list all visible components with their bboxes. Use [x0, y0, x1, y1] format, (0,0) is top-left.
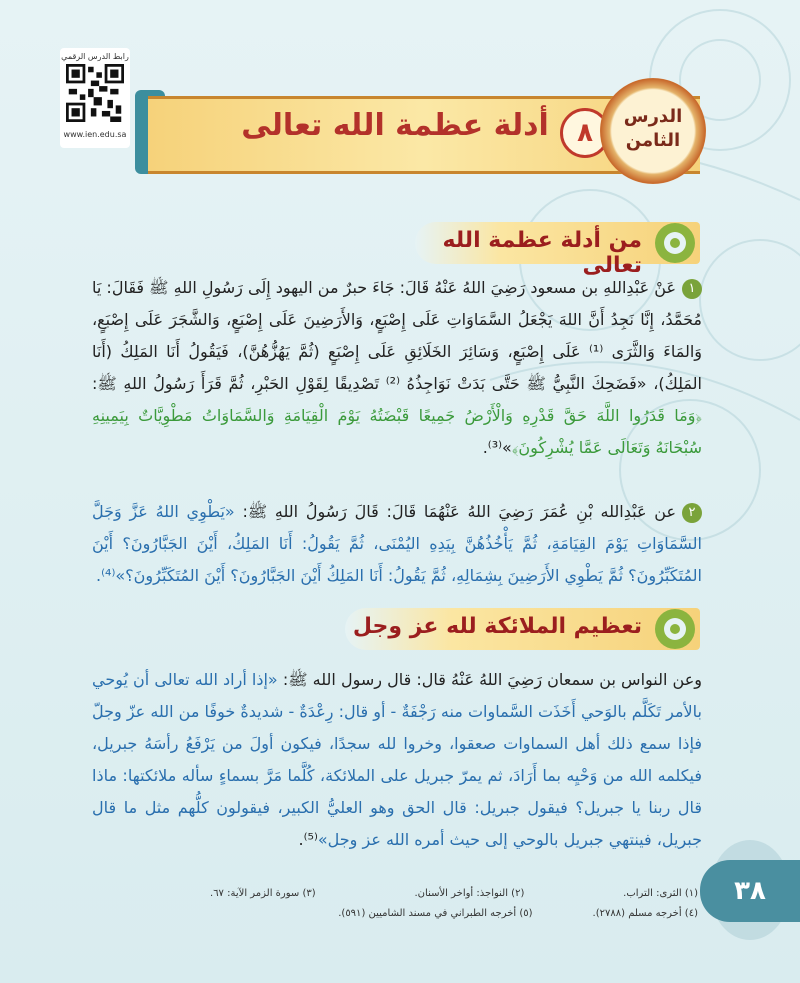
lesson-number: ٨ [560, 108, 610, 158]
hadith-3-end: ⁽⁵⁾. [298, 830, 318, 849]
hadith-number-badge: ٢ [682, 503, 702, 523]
footnote-row [210, 884, 698, 904]
footnote-4: (٤) أخرجه مسلم (٢٧٨٨). [592, 908, 698, 919]
footnote-3: (٣) سورة الزمر الآية: ٦٧. [210, 888, 316, 899]
footnote-1: (١) الثرى: التراب. [623, 888, 698, 899]
footnote-5: (٥) أخرجه الطبراني في مسند الشاميين (٥٩١). [338, 908, 533, 919]
qr-code-icon[interactable] [66, 64, 124, 122]
hadith-2 [92, 496, 702, 592]
footnote-2: (٢) النواجذ: أواخر الأسنان. [414, 888, 525, 899]
lesson-title: أدلة عظمة الله تعالى [241, 108, 549, 143]
hadith-3-text: «إذا أراد الله تعالى أن يُوحي بالأمر تَكَلَّم بالوَحي أَخَذَت السَّماوات منه رَجْفَةٌ - أو قال: رِعْدَةٌ - شديدةٌ خوفًا من الله عزّ وجلّ فإذا سمع ذلك أهل السماوات صعقوا، وخروا لله سجدًا، فيكون أولَ من يَرْفَعُ رأسَهُ جبريل، فيكلمه الله من وَحْيِه بما أَرَادَ، ثم يمرّ جبريل على الملائكة، كُلَّما مَرَّ بسماءٍ سأله ملائكتها: ماذا قال ربنا يا جبريل؟ فيقول جبريل: قال الحق وهو العليُّ الكبير، فيقولون كلُّهم مثل ما قال جبريل، فينتهي جبريل بالوحي إلى حيث أمره الله عز وجل» [92, 670, 702, 849]
page-number: ٣٨ [700, 860, 800, 922]
section-heading-1 [415, 222, 700, 278]
lesson-badge [600, 78, 706, 184]
hadith-2-text: «يَطْوِي اللهُ عَزَّ وَجَلَّ السَّمَاوَاتِ يَوْمَ القِيَامَةِ، ثُمَّ يَأْخُذُهُنَّ بِيَدِهِ اليُمْنَى، ثُمَّ يَقُولُ: أَنَا المَلِكُ، أَيْنَ الجَبَّارُونَ؟ أَيْنَ المُتَكَبِّرُونَ؟ ثُمَّ يَطْوِي الأَرَضِينَ بِشِمَالِهِ، ثُمَّ يَقُولُ: أَنَا المَلِكُ أَيْنَ الجَبَّارُونَ؟ أَيْنَ المُتَكَبِّرُونَ؟»⁽⁴⁾. [92, 502, 702, 585]
section-heading-text: تعظيم الملائكة لله عز وجل [352, 614, 642, 639]
hadith-number-badge: ١ [682, 279, 702, 299]
lesson-label-line2: الثامن [625, 130, 681, 151]
footnotes [210, 884, 698, 924]
hadith-3-intro: وعن النواس بن سمعان رَضِيَ اللهُ عَنْهُ قال: قال رسول الله ﷺ: [282, 670, 703, 689]
floral-ornament-icon [650, 604, 700, 654]
hadith-2-intro: عن عَبْدِالله بْنِ عُمَرَ رَضِيَ اللهُ عَنْهُمَا قَالَ: قَالَ رَسُولُ اللهِ ﷺ: [242, 502, 676, 521]
hadith-1 [92, 272, 702, 464]
hadith-1-end: »⁽³⁾. [482, 438, 512, 457]
footnote-row [210, 904, 698, 924]
section-heading-2 [345, 608, 700, 650]
floral-ornament-icon [650, 218, 700, 268]
qr-caption: رابط الدرس الرقمي [61, 52, 129, 61]
qr-code-panel[interactable] [60, 48, 130, 148]
section-heading-text: من أدلة عظمة الله تعالى [442, 228, 642, 278]
quran-verse: ﴿وَمَا قَدَرُوا اللَّهَ حَقَّ قَدْرِهِ وَالْأَرْضُ جَمِيعًا قَبْضَتُهُ يَوْمَ الْقِيَامَةِ وَالسَّمَاوَاتُ مَطْوِيَّاتٌ بِيَمِينِهِ سُبْحَانَهُ وَتَعَالَى عَمَّا يُشْرِكُونَ﴾ [92, 406, 702, 457]
qr-url[interactable]: www.ien.edu.sa [63, 130, 127, 139]
lesson-label-line1: الدرس [623, 106, 683, 127]
hadith-1-text: عَنْ عَبْدِاللهِ بن مسعود رَضِيَ اللهُ عَنْهُ قَالَ: جَاءَ حبرٌ من اليهود إِلَى رَسُولِ اللهِ ﷺ فَقَالَ: يَا مُحَمَّدُ، إِنَّا نَجِدُ أَنَّ اللهَ يَجْعَلُ السَّمَاوَاتِ عَلَى إِصْبَعٍ، وَالأَرَضِينَ عَلَى إِصْبَعٍ، وَالشَّجَرَ عَلَى إِصْبَعٍ، وَالمَاءَ وَالثَّرَى ⁽¹⁾ عَلَى إِصْبَعٍ، وَسَائِرَ الخَلَائِقِ عَلَى إِصْبَعٍ (ثُمَّ يَهُزُّهُنَّ)، فَيَقُولُ أَنَا المَلِكُ (أَنَا المَلِكُ)، «فَضَحِكَ النَّبِيُّ ﷺ حَتَّى بَدَتْ نَوَاجِذُهُ ⁽²⁾ تَصْدِيقًا لِقَوْلِ الحَبْرِ، ثُمَّ قَرَأَ رَسُولُ اللهِ ﷺ: [92, 278, 702, 393]
hadith-3 [92, 664, 702, 856]
